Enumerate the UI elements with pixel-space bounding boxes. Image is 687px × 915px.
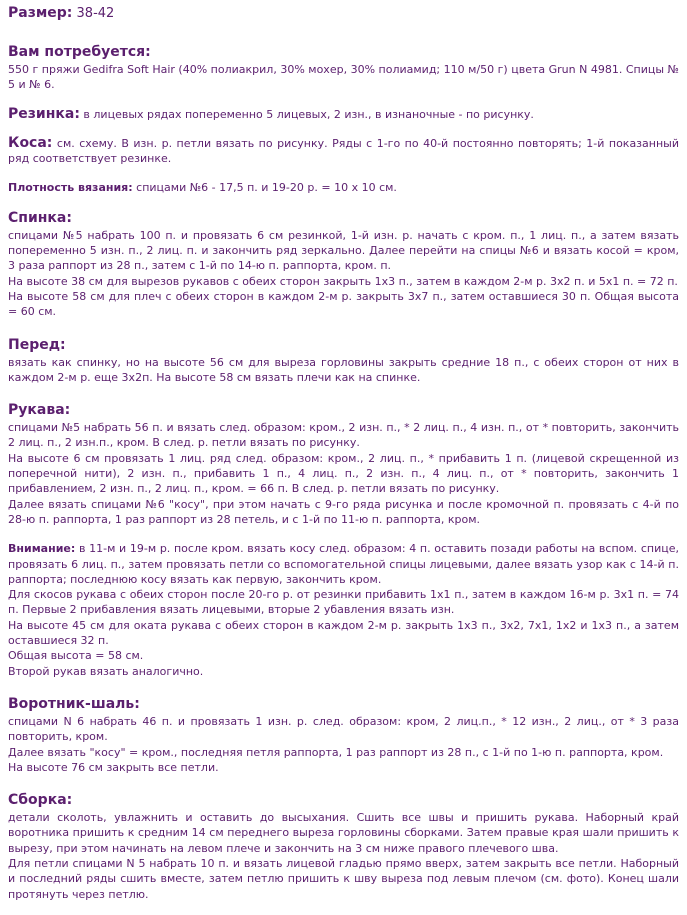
collar-line: Далее вязать "косу" = кром., последняя петля раппорта, 1 раз раппорт из 28 п., с 1-й по 1-ю п. раппорта, кром.: [8, 745, 664, 759]
size-value: 38-42: [72, 6, 115, 21]
cable-text: см. схему. В изн. р. петли вязать по рисунку. Ряды с 1-го по 40-й постоянно повторять; 1-й показанный ряд соответствует резинке.: [8, 136, 679, 166]
sleeves-after-line: Общая высота = 58 см.: [8, 649, 144, 663]
back-line: спицами №5 набрать 100 п. и провязать 6 см резинкой, 1-й изн. р. начать с кром. п., 1 лиц. п., а затем вязать попеременно 5 изн. п., 2 лиц. п. и закончить ряд зеркально. Далее перейти на спицы №6 и вязать косой = кром, 3 раза раппорт из 28 п., затем с 1-й по 14-ю п. раппорта, кром. п.: [8, 228, 679, 273]
note-text: в 11-м и 19-м р. после кром. вязать косу след. образом: 4 п. оставить позади работы на вспом. спице, провязать 6 лиц. п., затем провязать петли со вспомогательной спицы лицевыми, далее вязать узор как с 14-й п. раппорта; последнюю косу вязать как первую, закончить кром.: [8, 542, 679, 586]
front-title: Перед:: [8, 336, 66, 353]
rib-label: Резинка:: [8, 105, 80, 122]
sleeves-line: Далее вязать спицами №6 "косу", при этом начать с 9-го ряда рисунка и после кромочной п. провязать с 4-й по 28-ю п. раппорта, 1 раз раппорт из 28 петель, и с 1-й по 11-ю п. раппорта, кром.: [8, 497, 679, 526]
size-line: [8, 5, 679, 21]
collar-line: На высоте 76 см закрыть все петли.: [8, 760, 219, 774]
back-title: Спинка:: [8, 209, 72, 226]
sleeves-after-line: Для скосов рукава с обеих сторон после 20-го р. от резинки прибавить 1х1 п., затем в каждом 16-м р. 3х1 п. = 74 п. Первые 2 прибавления вязать лицевыми, вторые 2 убавления вязать изн.: [8, 588, 679, 617]
cable-label: Коса:: [8, 134, 53, 151]
front-text: вязать как спинку, но на высоте 56 см для выреза горловины закрыть средние 18 п., с обеих сторон от них в каждом 2-м р. еще 3х2п. На высоте 58 см вязать плечи как на спинке.: [8, 355, 679, 384]
sleeves-note: [8, 541, 679, 587]
assembly-title: Сборка:: [8, 792, 73, 809]
collar-line: спицами N 6 набрать 46 п. и провязать 1 изн. р. след. образом: кром, 2 лиц.п., * 12 изн., 2 лиц., от * 3 раза повторить, кром.: [8, 714, 679, 744]
gauge-label: Плотность вязания:: [8, 181, 133, 195]
note-label: Внимание:: [8, 542, 76, 556]
collar-section: [8, 696, 679, 775]
front-section: [8, 337, 679, 386]
size-label: Размер:: [8, 5, 73, 21]
gauge-text: спицами №6 - 17,5 п. и 19-20 р. = 10 х 10 см.: [132, 181, 397, 195]
sleeves-section: [8, 402, 679, 679]
gauge-section: [8, 180, 679, 195]
back-section: [8, 210, 679, 320]
sleeves-title: Рукава:: [8, 402, 71, 419]
materials-text: 550 г пряжи Gedifra Soft Hair (40% полиакрил, 30% мохер, 30% полиамид; 110 м/50 г) цвета Grun N 4981. Спицы № 5 и № 6.: [8, 63, 679, 92]
materials-title: Вам потребуется:: [8, 44, 151, 60]
sleeves-after-line: На высоте 45 см для оката рукава с обеих сторон в каждом 2-м р. закрыть 1х3 п., 3х2, 7х1, 1х2 и 1х3 п., а затем оставшиеся 32 п.: [8, 618, 679, 648]
back-line: На высоте 58 см для плеч с обеих сторон в каждом 2-м р. закрыть 3х7 п., затем оставшиеся 30 п. Общая высота = 60 см.: [8, 289, 679, 319]
assembly-line: детали сколоть, увлажнить и оставить до высыхания. Сшить все швы и пришить рукава. Наборный край воротника пришить к средним 14 см переднего выреза горловины сборками. Затем правые края шали пришить к вырезу, при этом начинать на левом плече и закончить на 3 см ниже правого плечевого шва.: [8, 811, 679, 855]
sleeves-line: спицами №5 набрать 56 п. и вязать след. образом: кром., 2 изн. п., * 2 лиц. п., 4 изн. п., от * повторить, закончить 2 лиц. п., 2 изн.п., кром. В след. р. петли вязать по рисунку.: [8, 421, 679, 450]
sleeves-after-line: Второй рукав вязать аналогично.: [8, 664, 204, 678]
collar-title: Воротник-шаль:: [8, 695, 140, 712]
assembly-line: Для петли спицами N 5 набрать 10 п. и вязать лицевой гладью прямо вверх, затем закрыть все петли. Наборный и последний ряды сшить вместе, затем петлю пришить к шву выреза под левым плечом (см. фото). Конец шали протянуть через петлю.: [8, 856, 679, 901]
rib-section: [8, 107, 679, 122]
cable-section: [8, 136, 679, 167]
rib-text: в лицевых рядах попеременно 5 лицевых, 2 изн., в изнаночные - по рисунку.: [79, 107, 534, 121]
back-line: На высоте 38 см для вырезов рукавов с обеих сторон закрыть 1х3 п., затем в каждом 2-м р. 3х2 п. и 5х1 п. = 72 п.: [8, 274, 678, 288]
materials-section: [8, 44, 679, 93]
sleeves-line: На высоте 6 см провязать 1 лиц. ряд след. образом: кром., 2 лиц. п., * прибавить 1 п. (лицевой скрещенной из поперечной нити), 2 изн. п., прибавить 1 п., 4 лиц. п., 2 изн. п., 4 лиц. п., от * повторить, закончить 1 прибавлением, 2 изн. п., 2 лиц. п., кром. = 66 п. В след. р. петли вязать по рисунку.: [8, 451, 679, 496]
assembly-section: [8, 792, 679, 902]
